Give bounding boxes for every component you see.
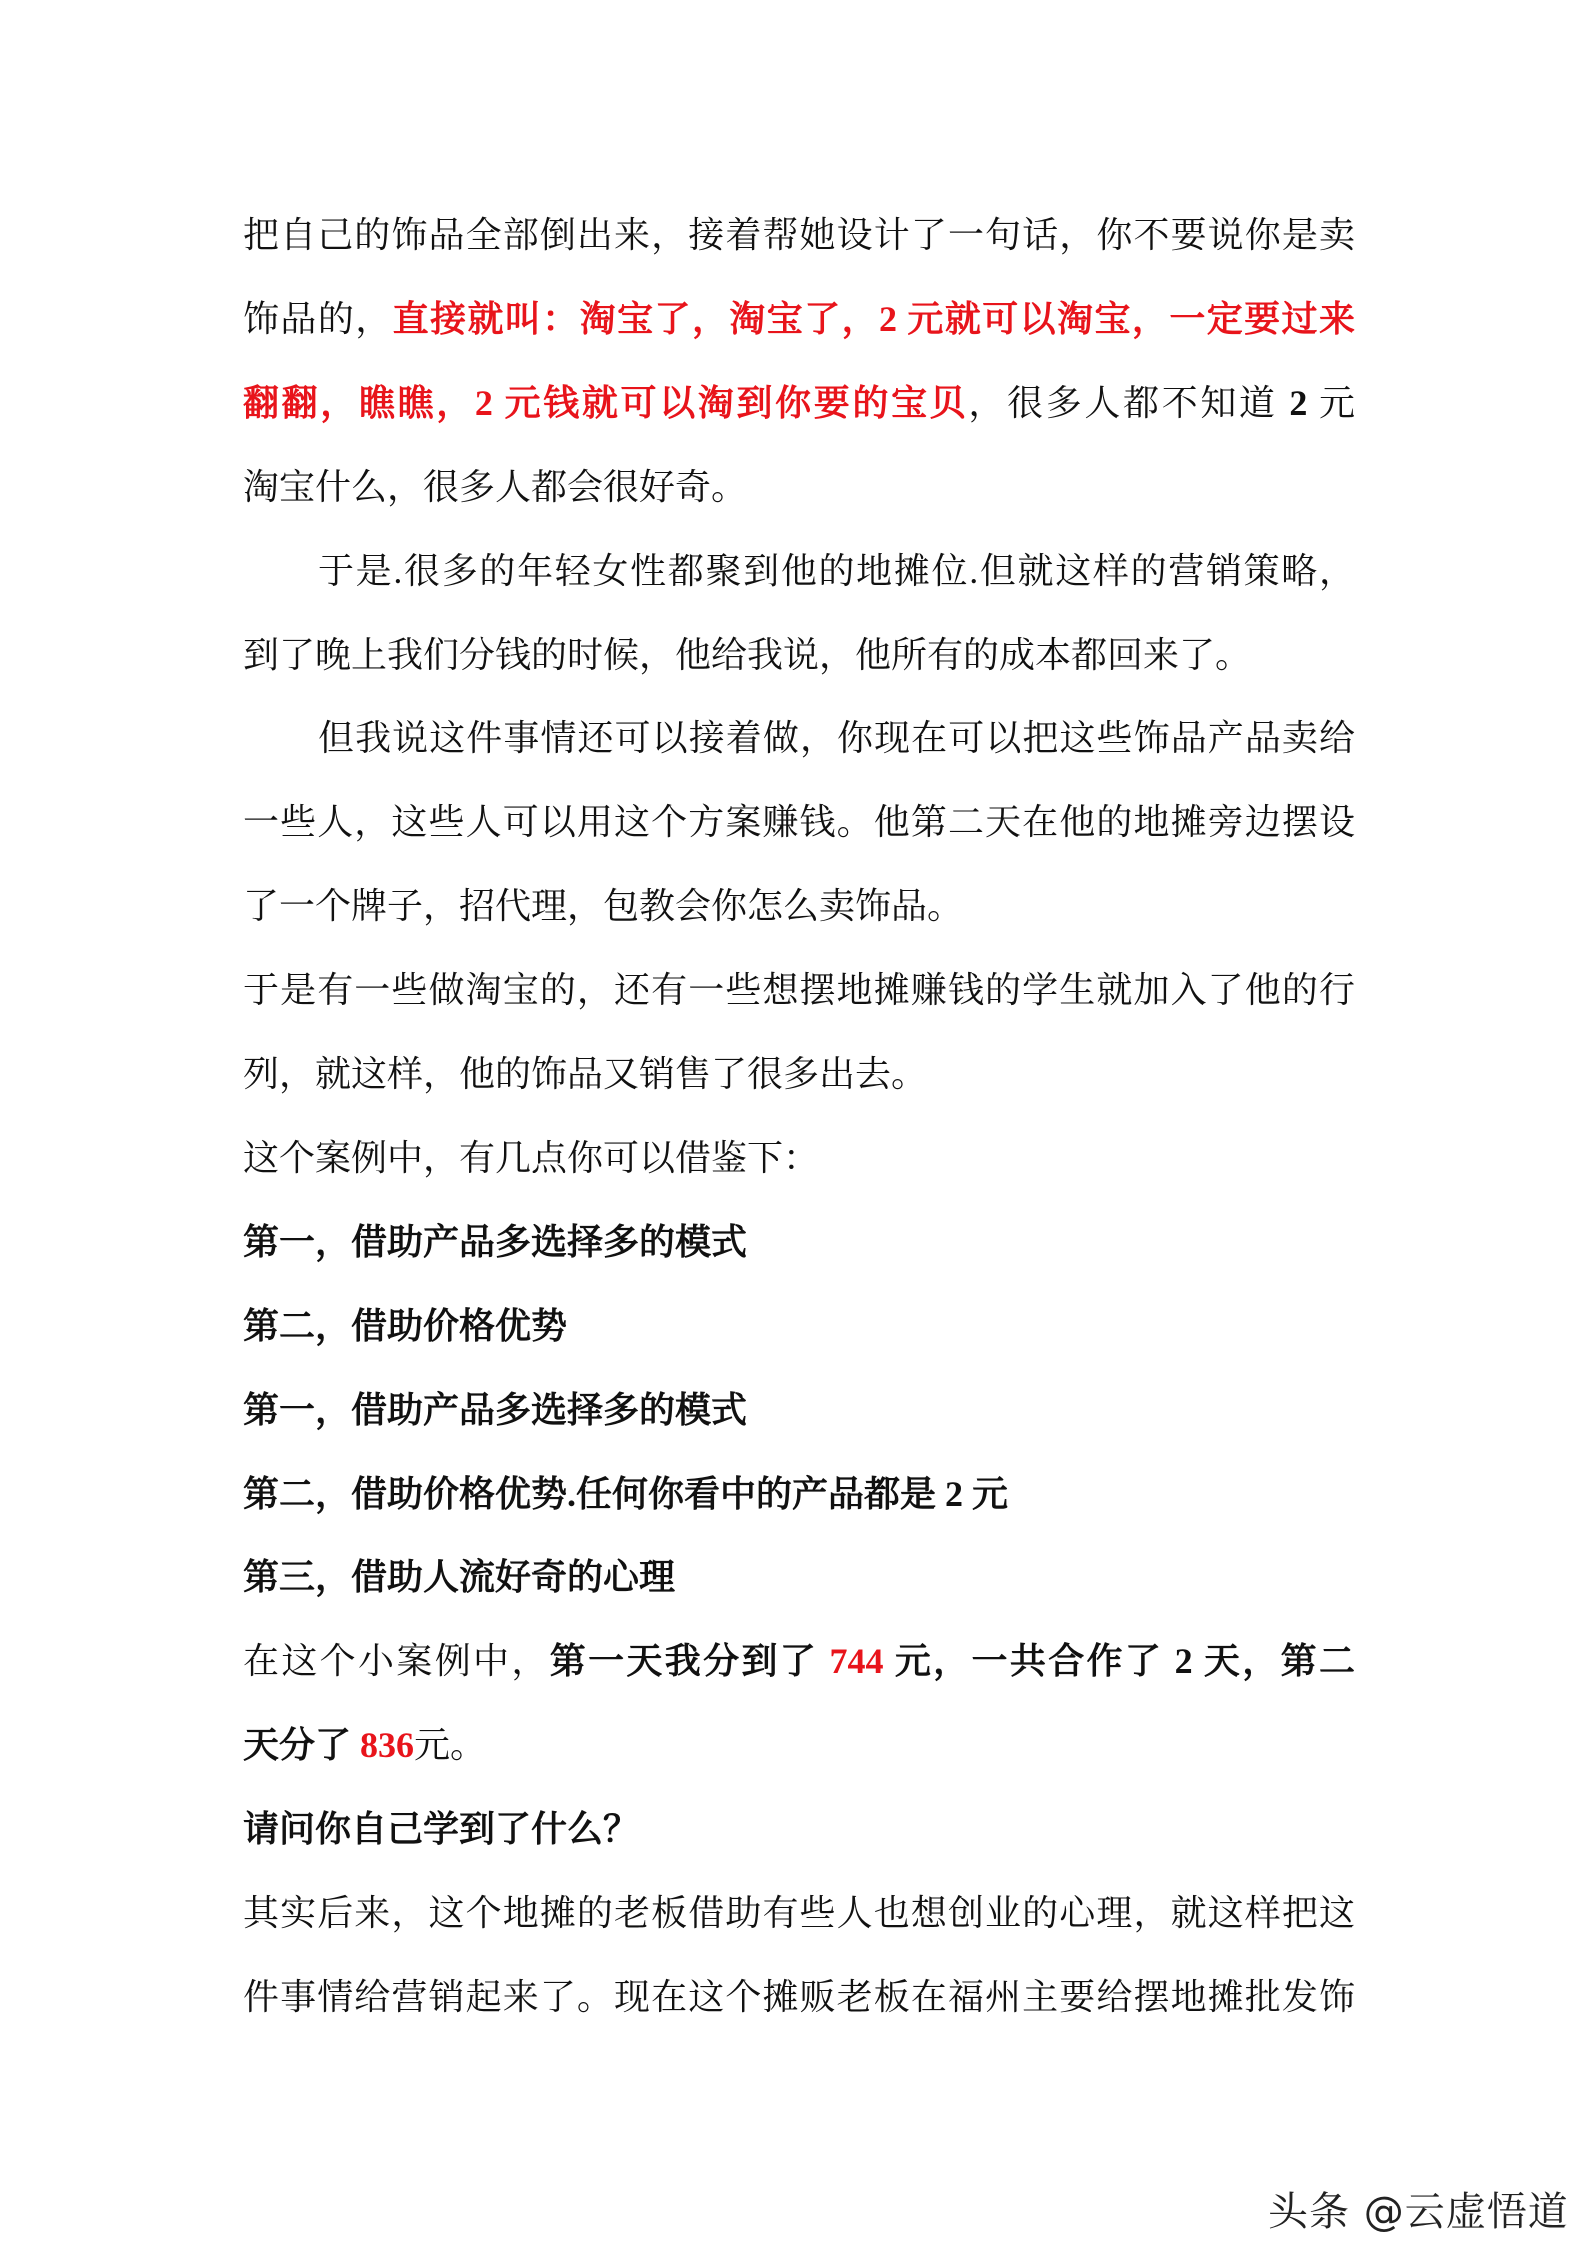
text-line xyxy=(243,1799,1355,1859)
text-line xyxy=(243,1464,1355,1524)
text-line xyxy=(243,1212,1355,1272)
bold-text: 第一，借助产品多选择多的模式 xyxy=(243,1221,748,1262)
bold-text: 第三，借助人流好奇的心理 xyxy=(243,1557,676,1598)
bold-text: 第二，借助价格优势 xyxy=(243,1305,568,1346)
highlighted-text: 直接就叫：淘宝了，淘宝了，2 元就可以淘宝，一定要过来 xyxy=(392,298,1355,339)
text-line xyxy=(243,289,1355,349)
text-segment: 淘宝什么，很多人都会很好奇。 xyxy=(243,466,748,507)
text-segment: 在这个小案例中， xyxy=(243,1641,550,1682)
text-line xyxy=(243,1715,1355,1775)
text-line xyxy=(243,1044,1355,1104)
bold-text: 2 xyxy=(1174,1641,1193,1682)
text-segment: 元。 xyxy=(414,1725,487,1766)
text-line xyxy=(243,708,1355,768)
text-line xyxy=(243,1128,1355,1188)
text-line xyxy=(243,625,1355,685)
text-line xyxy=(243,541,1355,601)
text-segment: ，很多人都不知道 xyxy=(968,382,1290,423)
text-segment: 把自己的饰品全部倒出来，接着帮她设计了一句话，你不要说你是卖 xyxy=(243,215,1355,255)
bold-text: 第一，借助产品多选择多的模式 xyxy=(243,1389,748,1430)
bold-text: 第一天我分到了 xyxy=(549,1641,830,1682)
text-line xyxy=(243,792,1355,852)
text-segment: 一些人，这些人可以用这个方案赚钱。他第二天在他的地摊旁边摆设 xyxy=(243,802,1355,843)
highlighted-text: 744 xyxy=(829,1641,884,1682)
text-segment: 饰品的， xyxy=(243,298,393,339)
text-segment: 于是.很多的年轻女性都聚到他的地摊位.但就这样的营销策略， xyxy=(318,550,1355,591)
text-line xyxy=(243,876,1355,936)
bold-text: 天分了 xyxy=(243,1725,361,1766)
bold-text: 第二，借助价格优势.任何你看中的产品都是 2 元 xyxy=(243,1473,1009,1514)
text-segment: 列，就这样，他的饰品又销售了很多出去。 xyxy=(243,1054,928,1094)
watermark: 头条 @云虚悟道 xyxy=(1268,2189,1569,2235)
bold-text: 请问你自己学到了什么？ xyxy=(243,1809,640,1850)
text-line xyxy=(243,1380,1355,1440)
bold-text: 天，第二 xyxy=(1192,1641,1355,1682)
text-segment: 到了晚上我们分钱的时候，他给我说，他所有的成本都回来了。 xyxy=(243,634,1252,675)
text-segment: 了一个牌子，招代理，包教会你怎么卖饰品。 xyxy=(243,886,964,927)
text-line xyxy=(243,1883,1355,1943)
text-segment: 件事情给营销起来了。现在这个摊贩老板在福州主要给摆地摊批发饰 xyxy=(243,1976,1355,2017)
text-line xyxy=(243,1296,1355,1356)
text-segment: 这个案例中，有几点你可以借鉴下： xyxy=(243,1137,820,1178)
bold-text: 元，一共合作了 xyxy=(883,1641,1175,1682)
highlighted-text: 836 xyxy=(360,1725,415,1766)
text-line xyxy=(243,1967,1355,2027)
text-line xyxy=(243,1547,1355,1607)
text-segment: 其实后来，这个地摊的老板借助有些人也想创业的心理，就这样把这 xyxy=(243,1893,1355,1933)
text-segment: 于是有一些做淘宝的，还有一些想摆地摊赚钱的学生就加入了他的行 xyxy=(243,970,1355,1011)
text-line xyxy=(243,373,1355,433)
highlighted-text: 翻翻，瞧瞧，2 元钱就可以淘到你要的宝贝 xyxy=(243,382,969,423)
text-line xyxy=(243,457,1355,517)
text-line xyxy=(243,205,1355,265)
text-segment: 但我说这件事情还可以接着做，你现在可以把这些饰品产品卖给 xyxy=(318,718,1355,759)
bold-text: 2 xyxy=(1289,382,1308,423)
text-segment: 元 xyxy=(1307,382,1355,423)
text-line xyxy=(243,1631,1355,1691)
text-line xyxy=(243,960,1355,1020)
